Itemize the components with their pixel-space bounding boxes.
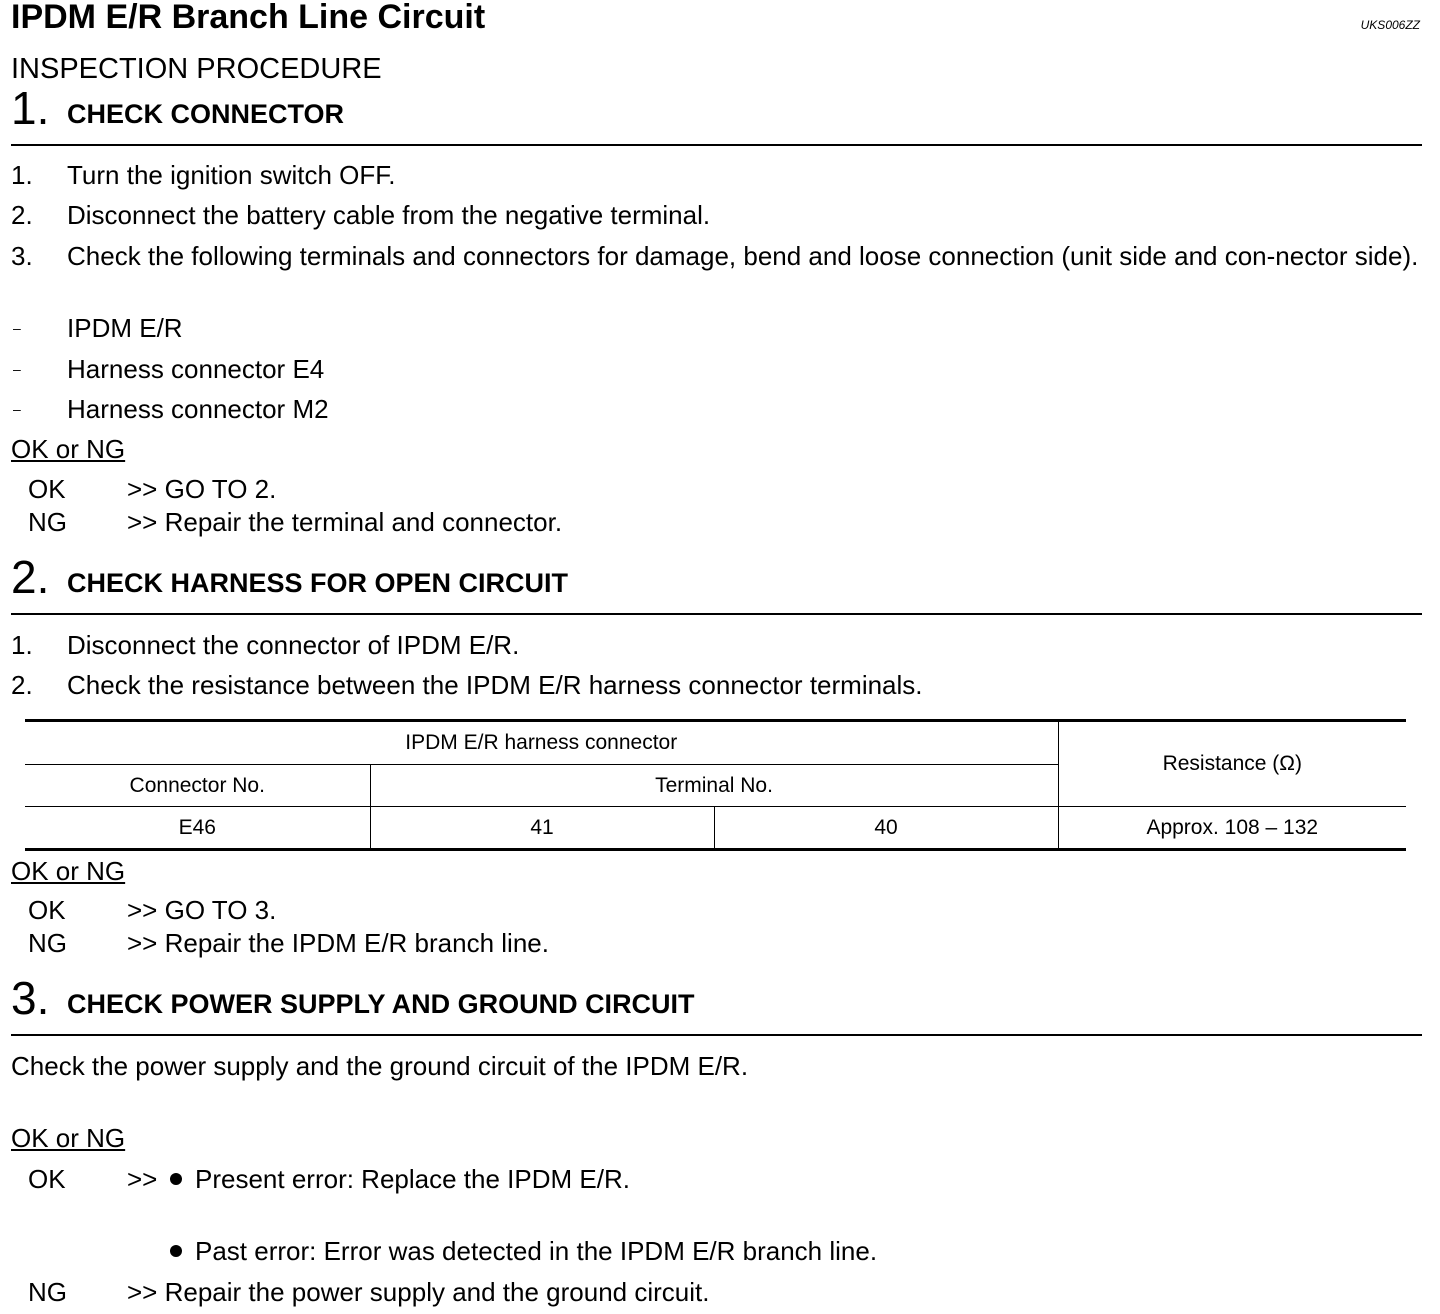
instruction-text: Disconnect the battery cable from the negative terminal. — [67, 200, 711, 230]
result-action: >> Repair the terminal and connector. — [127, 507, 563, 537]
step-3-number: 3. — [11, 972, 50, 1024]
procedure-heading: INSPECTION PROCEDURE — [11, 53, 382, 85]
result-code-ok: OK — [28, 474, 66, 504]
step-3-description: Check the power supply and the ground circuit of the IPDM E/R. — [11, 1051, 749, 1081]
terminal-no-header: Terminal No. — [370, 765, 1058, 807]
connector-no-header: Connector No. — [25, 765, 370, 807]
dash-bullet: – — [13, 320, 21, 336]
terminal-b-cell: 40 — [714, 807, 1058, 850]
result-action: >> Repair the power supply and the ground circuit. — [127, 1277, 710, 1307]
bullet-dot-icon — [170, 1245, 182, 1257]
instruction-number: 1. — [11, 160, 33, 190]
bullet-text: Past error: Error was detected in the IPDM E/R branch line. — [195, 1236, 878, 1266]
dash-item-text: Harness connector M2 — [67, 394, 329, 424]
instruction-text: Check the resistance between the IPDM E/R harness connector terminals. — [67, 670, 923, 700]
step-1-divider — [11, 144, 1422, 146]
step-2-number: 2. — [11, 551, 50, 603]
page-title: IPDM E/R Branch Line Circuit — [11, 0, 486, 36]
ok-or-ng-label: OK or NG — [11, 434, 126, 464]
instruction-text: Check the following terminals and connectors for damage, bend and loose connection (unit side and con-nector side). — [67, 241, 1419, 271]
result-code-ng: NG — [28, 928, 67, 958]
instruction-number: 1. — [11, 630, 33, 660]
dash-bullet: – — [13, 361, 21, 377]
step-2-divider — [11, 613, 1422, 615]
dash-bullet: – — [13, 401, 21, 417]
harness-connector-header: IPDM E/R harness connector — [25, 721, 1058, 765]
result-action: >> GO TO 3. — [127, 895, 277, 925]
step-3-title: CHECK POWER SUPPLY AND GROUND CIRCUIT — [67, 989, 695, 1019]
result-action: >> GO TO 2. — [127, 474, 277, 504]
result-code-ng: NG — [28, 1277, 67, 1307]
instruction-number: 2. — [11, 670, 33, 700]
instruction-text: Disconnect the connector of IPDM E/R. — [67, 630, 520, 660]
resistance-spec-table — [25, 719, 1406, 851]
result-code-ok: OK — [28, 895, 66, 925]
result-arrow: >> — [127, 1164, 158, 1194]
dash-item-text: IPDM E/R — [67, 313, 183, 343]
bullet-text: Present error: Replace the IPDM E/R. — [195, 1164, 630, 1194]
dash-item-text: Harness connector E4 — [67, 354, 325, 384]
ok-or-ng-label: OK or NG — [11, 856, 126, 886]
ok-or-ng-label: OK or NG — [11, 1123, 126, 1153]
resistance-cell: Approx. 108 – 132 — [1058, 807, 1406, 850]
result-code-ok: OK — [28, 1164, 66, 1194]
step-1-number: 1. — [11, 82, 50, 134]
table-header-row — [25, 721, 1406, 765]
bullet-item — [170, 1235, 877, 1267]
instruction-text: Turn the ignition switch OFF. — [67, 160, 396, 190]
result-code-ng: NG — [28, 507, 67, 537]
connector-cell: E46 — [25, 807, 370, 850]
bullet-dot-icon — [170, 1173, 182, 1185]
instruction-number: 3. — [11, 241, 33, 271]
result-action: >> Repair the IPDM E/R branch line. — [127, 928, 549, 958]
resistance-header: Resistance (Ω) — [1058, 721, 1406, 807]
bullet-item — [170, 1163, 630, 1195]
step-1-title: CHECK CONNECTOR — [67, 99, 345, 129]
terminal-a-cell: 41 — [370, 807, 714, 850]
instruction-number: 2. — [11, 200, 33, 230]
table-row — [25, 807, 1406, 850]
document-code: UKS006ZZ — [1360, 18, 1420, 32]
step-2-title: CHECK HARNESS FOR OPEN CIRCUIT — [67, 568, 569, 598]
step-3-divider — [11, 1034, 1422, 1036]
